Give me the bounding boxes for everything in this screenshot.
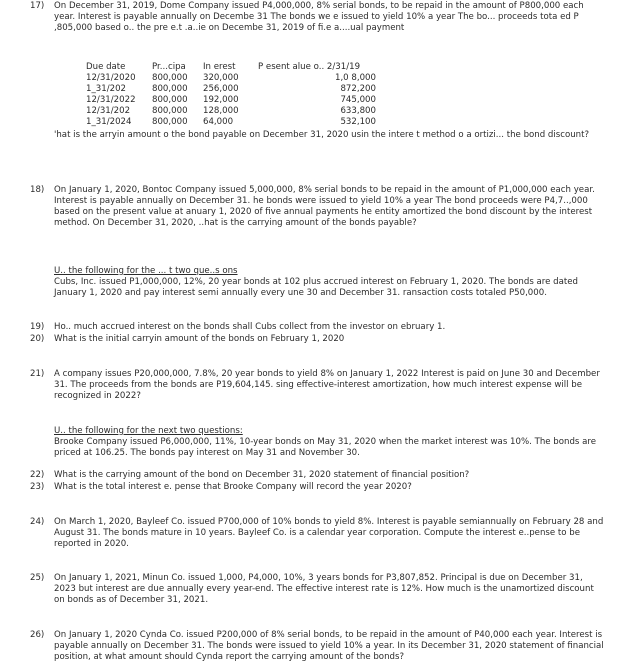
question-number: 22): [30, 470, 45, 480]
table-row: [86, 84, 406, 95]
table-cell: 128,000: [203, 106, 239, 116]
cubs-scenario: [54, 266, 607, 299]
table-cell: 800,000: [152, 84, 188, 94]
table-row: [86, 106, 406, 117]
table-cell: 256,000: [203, 84, 239, 94]
question-number: 20): [30, 334, 45, 344]
question-25: [30, 573, 607, 606]
question-19: [30, 322, 607, 333]
question-text: What is the initial carryin amount of the bonds on February 1, 2020: [54, 334, 345, 344]
question-number: 17): [30, 1, 45, 11]
question-text: On January 1, 2020 Cynda Co. issued P200,000 of 8% serial bonds, to be repaid in the amount of P40,000 each year. Interest is payable annually on December 31. The bonds were issued to yield 10% a year. In its December 31, 2020 statement of financial position, at what amount should Cynda report the carrying amount of the bonds?: [54, 630, 604, 662]
table-cell: 12/31/2022: [86, 95, 136, 105]
table-cell: 12/31/202: [86, 106, 131, 116]
question-24: [30, 517, 607, 550]
present-value-table: [86, 62, 406, 128]
question-prompt: 'hat is the arryin amount o the bond payable on December 31, 2020 usin the intere t method o a ortizi... the bond discount?: [54, 130, 590, 140]
table-cell: 633,800: [340, 106, 376, 116]
question-number: 25): [30, 573, 45, 583]
table-row: [86, 73, 406, 84]
question-text: What is the total interest e. pense that Brooke Company will record the year 2020?: [54, 482, 412, 492]
question-number: 21): [30, 369, 45, 379]
table-header-row: [86, 62, 406, 73]
scenario-heading: U.. the following for the next two questions:: [54, 426, 243, 436]
scenario-text: Brooke Company issued P6,000,000, 11%, 10-year bonds on May 31, 2020 when the market interest was 10%. The bonds are priced at 106.25. The bonds pay interest on May 31 and November 30.: [54, 437, 597, 458]
question-text: A company issues P20,000,000, 7.8%, 20 year bonds to yield 8% on January 1, 2022 Interest is paid on June 30 and December 31. The proceeds from the bonds are P19,604,145. sing effective-interest amortization, how much interest expense will be recognized in 2022?: [54, 369, 600, 401]
brooke-scenario: [54, 426, 607, 459]
question-number: 24): [30, 517, 45, 527]
question-text: On March 1, 2020, Bayleef Co. issued P700,000 of 10% bonds to yield 8%. Interest is payable semiannually on February 28 and August 31. The bonds mature in 10 years. Bayleef Co. is a calendar year corporation. Compute the interest e..pense to be reported in 2020.: [54, 517, 604, 549]
question-text: On January 1, 2021, Minun Co. issued 1,000, P4,000, 10%, 3 years bonds for P3,807,852. Principal is due on December 31, 2023 but interest are due annually every year-end. The effective interest rate is 12%. How much is the unamortized discount on bonds as of December 31, 2021.: [54, 573, 594, 605]
column-header: Due date: [86, 62, 126, 72]
table-cell: 192,000: [203, 95, 239, 105]
table-cell: 800,000: [152, 117, 188, 127]
question-number: 19): [30, 322, 45, 332]
table-cell: 1_31/202: [86, 84, 126, 94]
question-17: [30, 1, 607, 34]
question-text: On January 1, 2020, Bontoc Company issued 5,000,000, 8% serial bonds to be repaid in the amount of P1,000,000 each year. Interest is payable annually on December 31. he bonds were issued to yield 10% a year The bond proceeds were P4,7..,000 based on the present value at anuary 1, 2020 of five annual payments he entity amortized the bond discount by the interest method. On December 31, 2020, ..hat is the carrying amount of the bonds payable?: [54, 185, 595, 228]
question-26: [30, 630, 607, 663]
question-23: [30, 482, 607, 493]
table-row: [86, 95, 406, 106]
column-header: P esent alue o.. 2/31/19: [258, 62, 361, 72]
table-cell: 800,000: [152, 106, 188, 116]
scenario-text: Cubs, Inc. issued P1,000,000, 12%, 20 year bonds at 102 plus accrued interest on February 1, 2020. The bonds are dated January 1, 2020 and pay interest semi annually every une 30 and December 31. ransaction costs totaled P50,000.: [54, 277, 578, 298]
question-number: 23): [30, 482, 45, 492]
column-header: In erest: [203, 62, 236, 72]
table-cell: 800,000: [152, 95, 188, 105]
table-row: [86, 117, 406, 128]
question-text: What is the carrying amount of the bond on December 31, 2020 statement of financial position?: [54, 470, 470, 480]
table-cell: 64,000: [203, 117, 234, 127]
question-17-prompt: [54, 130, 607, 141]
table-cell: 1,0 8,000: [334, 73, 376, 83]
question-text: On December 31, 2019, Dome Company issued P4,000,000, 8% serial bonds, to be repaid in the amount of P800,000 each year. Interest is payable annually on Decembe 31 The bonds we e issued to yield 10% a year The bo... proceeds tota ed P ,805,000 based o.. the pre e.t .a..ie on Decembe 31, 2019 of fi.e a....ual payment: [54, 1, 584, 33]
question-text: Ho.. much accrued interest on the bonds shall Cubs collect from the investor on ebruary 1.: [54, 322, 446, 332]
table-cell: 532,100: [340, 117, 376, 127]
question-number: 18): [30, 185, 45, 195]
question-18: [30, 185, 607, 229]
question-20: [30, 334, 607, 345]
table-cell: 800,000: [152, 73, 188, 83]
question-22: [30, 470, 607, 481]
question-number: 26): [30, 630, 45, 640]
table-cell: 1_31/2024: [86, 117, 132, 127]
table-cell: 12/31/2020: [86, 73, 136, 83]
table-cell: 320,000: [203, 73, 239, 83]
column-header: Pr...cipa: [152, 62, 186, 72]
question-21: [30, 369, 607, 402]
table-cell: 872,200: [340, 84, 376, 94]
table-cell: 745,000: [340, 95, 376, 105]
scenario-heading: U.. the following for the ... t two que..s ons: [54, 266, 238, 276]
